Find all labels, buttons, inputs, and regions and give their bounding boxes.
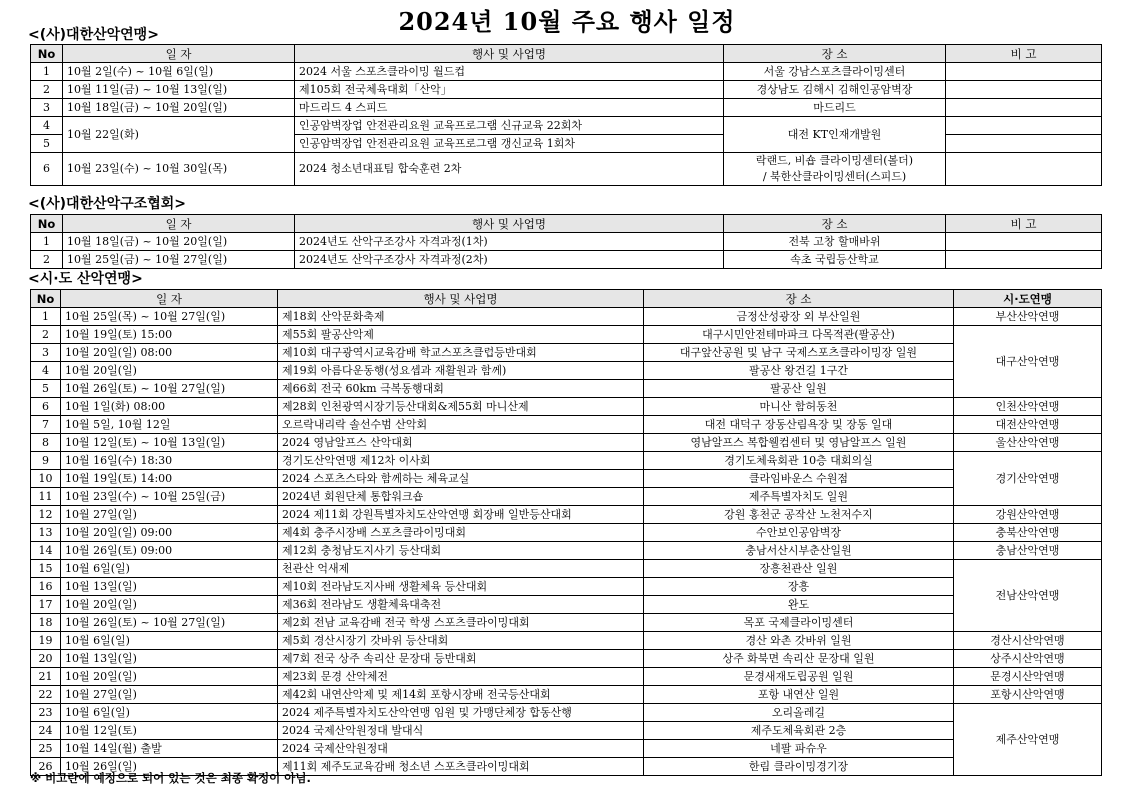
cell-event: 인공암벽장업 안전관리요원 교육프로그램 신규교육 22회차 <box>295 117 724 135</box>
cell-federation: 경산시산악연맹 <box>954 632 1102 650</box>
cell-note <box>946 251 1102 269</box>
cell-federation: 대구산악연맹 <box>954 326 1102 398</box>
cell-event: 2024 제주특별자치도산악연맹 임원 및 가맹단체장 합동산행 <box>278 704 644 722</box>
cell-date: 10월 20일(일) 08:00 <box>61 344 278 362</box>
cell-date: 10월 2일(수) ~ 10월 6일(일) <box>63 63 295 81</box>
cell-date: 10월 14일(월) 출발 <box>61 740 278 758</box>
header-place: 장 소 <box>644 290 954 308</box>
cell-event: 제5회 경산시장기 갓바위 등산대회 <box>278 632 644 650</box>
section-heading-kmf: <(사)대한산악연맹> <box>28 27 159 43</box>
cell-event: 2024 국제산악원정대 발대식 <box>278 722 644 740</box>
cell-note <box>946 81 1102 99</box>
section-heading-city-federations: <시·도 산악연맹> <box>28 271 143 287</box>
cell-place: 오리올레길 <box>644 704 954 722</box>
table-row <box>31 63 1102 81</box>
cell-no: 16 <box>31 578 61 596</box>
table-row <box>31 578 1102 596</box>
cell-no: 22 <box>31 686 61 704</box>
section-heading-kmra: <(사)대한산악구조협회> <box>28 196 186 212</box>
table-row <box>31 596 1102 614</box>
cell-event: 천관산 억새제 <box>278 560 644 578</box>
table-row <box>31 650 1102 668</box>
cell-place: 경산 와촌 갓바위 일원 <box>644 632 954 650</box>
cell-federation: 충남산악연맹 <box>954 542 1102 560</box>
cell-date: 10월 6일(일) <box>61 560 278 578</box>
cell-note <box>946 233 1102 251</box>
cell-event: 제28회 인천광역시장기등산대회&제55회 마니산제 <box>278 398 644 416</box>
cell-event: 2024 청소년대표팀 합숙훈련 2차 <box>295 153 724 186</box>
cell-date: 10월 27일(일) <box>61 686 278 704</box>
cell-date: 10월 20일(일) <box>61 668 278 686</box>
city-federation-schedule-table <box>30 289 1102 776</box>
cell-event: 제55회 팔공산악제 <box>278 326 644 344</box>
table-row <box>31 416 1102 434</box>
cell-federation: 강원산악연맹 <box>954 506 1102 524</box>
cell-event: 제10회 전라남도지사배 생활체육 등산대회 <box>278 578 644 596</box>
cell-date: 10월 13일(일) <box>61 578 278 596</box>
cell-date: 10월 19일(토) 15:00 <box>61 326 278 344</box>
cell-date: 10월 20일(일) <box>61 596 278 614</box>
cell-place: 수안보인공암벽장 <box>644 524 954 542</box>
cell-date: 10월 16일(수) 18:30 <box>61 452 278 470</box>
header-note: 비 고 <box>946 215 1102 233</box>
table-row <box>31 524 1102 542</box>
kmf-schedule-table <box>30 44 1102 186</box>
table-row <box>31 506 1102 524</box>
header-event: 행사 및 사업명 <box>295 45 724 63</box>
table-header-row <box>31 215 1102 233</box>
cell-date: 10월 11일(금) ~ 10월 13일(일) <box>63 81 295 99</box>
cell-no: 6 <box>31 398 61 416</box>
cell-date: 10월 5일, 10월 12일 <box>61 416 278 434</box>
cell-event: 2024년도 산악구조강사 자격과정(1차) <box>295 233 724 251</box>
cell-no: 2 <box>31 81 63 99</box>
cell-event: 제23회 문경 산악체전 <box>278 668 644 686</box>
header-event: 행사 및 사업명 <box>295 215 724 233</box>
cell-no: 2 <box>31 251 63 269</box>
table-row <box>31 326 1102 344</box>
header-no: No <box>31 215 63 233</box>
cell-no: 23 <box>31 704 61 722</box>
cell-event: 2024 국제산악원정대 <box>278 740 644 758</box>
cell-federation: 전남산악연맹 <box>954 560 1102 632</box>
cell-event: 마드리드 4 스피드 <box>295 99 724 117</box>
cell-event: 제11회 제주도교육감배 청소년 스포츠클라이밍대회 <box>278 758 644 776</box>
cell-event: 2024 제11회 강원특별자치도산악연맹 회장배 일반등산대회 <box>278 506 644 524</box>
table-row <box>31 560 1102 578</box>
header-event: 행사 및 사업명 <box>278 290 644 308</box>
cell-federation: 인천산악연맹 <box>954 398 1102 416</box>
cell-note <box>946 117 1102 135</box>
header-place: 장 소 <box>724 215 946 233</box>
cell-event: 2024 서울 스포츠클라이밍 월드컵 <box>295 63 724 81</box>
cell-date: 10월 27일(일) <box>61 506 278 524</box>
cell-place: 마드리드 <box>724 99 946 117</box>
cell-place: 전북 고창 할매바위 <box>724 233 946 251</box>
cell-federation: 제주산악연맹 <box>954 704 1102 776</box>
cell-place: 네팔 파슈우 <box>644 740 954 758</box>
cell-federation: 경기산악연맹 <box>954 452 1102 506</box>
cell-no: 3 <box>31 344 61 362</box>
cell-place: 제주도체육회관 2층 <box>644 722 954 740</box>
cell-date: 10월 18일(금) ~ 10월 20일(일) <box>63 233 295 251</box>
table-row <box>31 251 1102 269</box>
cell-place: 경기도체육회관 10층 대회의실 <box>644 452 954 470</box>
cell-no: 13 <box>31 524 61 542</box>
cell-event: 2024 스포츠스타와 함께하는 체육교실 <box>278 470 644 488</box>
table-row <box>31 452 1102 470</box>
cell-federation: 충북산악연맹 <box>954 524 1102 542</box>
cell-no: 4 <box>31 362 61 380</box>
cell-date: 10월 23일(수) ~ 10월 30일(목) <box>63 153 295 186</box>
cell-date: 10월 12일(토) <box>61 722 278 740</box>
cell-event: 제2회 전남 교육감배 전국 학생 스포츠클라이밍대회 <box>278 614 644 632</box>
page-title: 2024년 10월 주요 행사 일정 <box>398 7 736 36</box>
cell-place: 클라임바운스 수원점 <box>644 470 954 488</box>
cell-federation: 울산산악연맹 <box>954 434 1102 452</box>
table-row <box>31 380 1102 398</box>
cell-event: 제105회 전국체육대회「산악」 <box>295 81 724 99</box>
table-row <box>31 81 1102 99</box>
cell-place: 팔공산 왕건길 1구간 <box>644 362 954 380</box>
cell-event: 제10회 대구광역시교육감배 학교스포츠클럽등반대회 <box>278 344 644 362</box>
cell-place: 문경새재도립공원 일원 <box>644 668 954 686</box>
header-place: 장 소 <box>724 45 946 63</box>
cell-no: 6 <box>31 153 63 186</box>
cell-place: 속초 국립등산학교 <box>724 251 946 269</box>
cell-no: 1 <box>31 233 63 251</box>
cell-no: 8 <box>31 434 61 452</box>
cell-place: 대전 KT인재개발원 <box>724 117 946 153</box>
cell-event: 제7회 전국 상주 속리산 문장대 등반대회 <box>278 650 644 668</box>
cell-note <box>946 63 1102 81</box>
table-row <box>31 722 1102 740</box>
cell-place: 충남서산시부춘산일원 <box>644 542 954 560</box>
table-row <box>31 614 1102 632</box>
table-row <box>31 470 1102 488</box>
table-row <box>31 542 1102 560</box>
table-row <box>31 308 1102 326</box>
table-row <box>31 99 1102 117</box>
cell-event: 2024년 회원단체 통합워크숍 <box>278 488 644 506</box>
header-no: No <box>31 290 61 308</box>
table-row <box>31 117 1102 135</box>
cell-event: 제42회 내연산악제 및 제14회 포항시장배 전국등산대회 <box>278 686 644 704</box>
table-header-row <box>31 45 1102 63</box>
cell-date: 10월 20일(일) <box>61 362 278 380</box>
cell-date: 10월 26일(일) <box>61 758 278 776</box>
cell-place: 서울 강남스포츠클라이밍센터 <box>724 63 946 81</box>
place-line: / 북한산클라이밍센터(스피드) <box>762 170 907 183</box>
cell-place: 강원 홍천군 공작산 노천저수지 <box>644 506 954 524</box>
table-row <box>31 632 1102 650</box>
cell-place: 마니산 함허동천 <box>644 398 954 416</box>
cell-place: 대구앞산공원 및 남구 국제스포츠클라이밍장 일원 <box>644 344 954 362</box>
header-date: 일 자 <box>63 45 295 63</box>
cell-no: 11 <box>31 488 61 506</box>
cell-date: 10월 26일(토) 09:00 <box>61 542 278 560</box>
cell-federation: 포항시산악연맹 <box>954 686 1102 704</box>
cell-place <box>724 153 946 186</box>
cell-event: 제12회 충청남도지사기 등산대회 <box>278 542 644 560</box>
cell-event: 제36회 전라남도 생활체육대축전 <box>278 596 644 614</box>
cell-place: 포항 내연산 일원 <box>644 686 954 704</box>
table-row <box>31 668 1102 686</box>
cell-federation: 부산산악연맹 <box>954 308 1102 326</box>
cell-date: 10월 13일(일) <box>61 650 278 668</box>
cell-place: 장흥 <box>644 578 954 596</box>
cell-place: 영남알프스 복합웰컴센터 및 영남알프스 일원 <box>644 434 954 452</box>
cell-place: 팔공산 일원 <box>644 380 954 398</box>
cell-no: 10 <box>31 470 61 488</box>
cell-date: 10월 6일(일) <box>61 632 278 650</box>
table-row <box>31 434 1102 452</box>
cell-date: 10월 1일(화) 08:00 <box>61 398 278 416</box>
cell-no: 26 <box>31 758 61 776</box>
footnote: ※ 비고란에 예정으로 되어 있는 것은 최종 확정이 아님. <box>30 771 311 785</box>
cell-event: 2024 영남알프스 산악대회 <box>278 434 644 452</box>
cell-event: 인공암벽장업 안전관리요원 교육프로그램 갱신교육 1회차 <box>295 135 724 153</box>
cell-place: 대구시민안전테마파크 다목적관(팔공산) <box>644 326 954 344</box>
cell-event: 2024년도 산악구조강사 자격과정(2차) <box>295 251 724 269</box>
cell-no: 2 <box>31 326 61 344</box>
cell-no: 24 <box>31 722 61 740</box>
cell-place: 제주특별자치도 일원 <box>644 488 954 506</box>
table-row <box>31 740 1102 758</box>
place-line: 락랜드, 비숍 클라이밍센터(볼더) <box>755 154 914 167</box>
cell-date: 10월 19일(토) 14:00 <box>61 470 278 488</box>
cell-no: 25 <box>31 740 61 758</box>
table-row <box>31 686 1102 704</box>
table-row <box>31 233 1102 251</box>
cell-date: 10월 25일(금) ~ 10월 27일(일) <box>63 251 295 269</box>
table-row <box>31 344 1102 362</box>
table-header-row <box>31 290 1102 308</box>
cell-no: 1 <box>31 63 63 81</box>
cell-federation: 대전산악연맹 <box>954 416 1102 434</box>
cell-place: 금정산성광장 외 부산일원 <box>644 308 954 326</box>
cell-date: 10월 12일(토) ~ 10월 13일(일) <box>61 434 278 452</box>
cell-federation: 상주시산악연맹 <box>954 650 1102 668</box>
cell-place: 목포 국제클라이밍센터 <box>644 614 954 632</box>
cell-date: 10월 18일(금) ~ 10월 20일(일) <box>63 99 295 117</box>
table-row <box>31 398 1102 416</box>
cell-date: 10월 26일(토) ~ 10월 27일(일) <box>61 614 278 632</box>
cell-note <box>946 99 1102 117</box>
cell-no: 3 <box>31 99 63 117</box>
header-date: 일 자 <box>63 215 295 233</box>
cell-event: 오르락내리락 솔선수범 산악회 <box>278 416 644 434</box>
cell-no: 19 <box>31 632 61 650</box>
cell-no: 20 <box>31 650 61 668</box>
cell-no: 18 <box>31 614 61 632</box>
cell-date: 10월 26일(토) ~ 10월 27일(일) <box>61 380 278 398</box>
table-row <box>31 488 1102 506</box>
cell-place: 장흥천관산 일원 <box>644 560 954 578</box>
cell-no: 7 <box>31 416 61 434</box>
kmra-schedule-table <box>30 214 1102 269</box>
cell-no: 5 <box>31 380 61 398</box>
header-federation: 시·도연맹 <box>954 290 1102 308</box>
header-note: 비 고 <box>946 45 1102 63</box>
table-row <box>31 153 1102 186</box>
cell-date: 10월 20일(일) 09:00 <box>61 524 278 542</box>
cell-date: 10월 25일(목) ~ 10월 27일(일) <box>61 308 278 326</box>
cell-place: 완도 <box>644 596 954 614</box>
cell-event: 제18회 산악문화축제 <box>278 308 644 326</box>
cell-no: 17 <box>31 596 61 614</box>
header-date: 일 자 <box>61 290 278 308</box>
cell-no: 14 <box>31 542 61 560</box>
cell-note <box>946 153 1102 186</box>
cell-event: 제19회 아름다운동행(성요셉과 재활원과 함께) <box>278 362 644 380</box>
table-row <box>31 704 1102 722</box>
cell-place: 경상남도 김해시 김해인공암벽장 <box>724 81 946 99</box>
table-row <box>31 362 1102 380</box>
cell-date: 10월 23일(수) ~ 10월 25일(금) <box>61 488 278 506</box>
cell-date: 10월 22일(화) <box>63 117 295 153</box>
cell-federation: 문경시산악연맹 <box>954 668 1102 686</box>
cell-no: 9 <box>31 452 61 470</box>
header-no: No <box>31 45 63 63</box>
table-body <box>31 308 1102 776</box>
cell-event: 제66회 전국 60km 극복동행대회 <box>278 380 644 398</box>
cell-no: 12 <box>31 506 61 524</box>
cell-place: 한림 클라이밍경기장 <box>644 758 954 776</box>
cell-place: 상주 화북면 속리산 문장대 일원 <box>644 650 954 668</box>
cell-no: 4 <box>31 117 63 135</box>
cell-no: 1 <box>31 308 61 326</box>
cell-no: 15 <box>31 560 61 578</box>
cell-no: 5 <box>31 135 63 153</box>
cell-event: 제4회 충주시장배 스포츠클라이밍대회 <box>278 524 644 542</box>
cell-no: 21 <box>31 668 61 686</box>
cell-note <box>946 135 1102 153</box>
cell-place: 대전 대덕구 장동산림욕장 및 장동 일대 <box>644 416 954 434</box>
cell-date: 10월 6일(일) <box>61 704 278 722</box>
cell-event: 경기도산악연맹 제12차 이사회 <box>278 452 644 470</box>
